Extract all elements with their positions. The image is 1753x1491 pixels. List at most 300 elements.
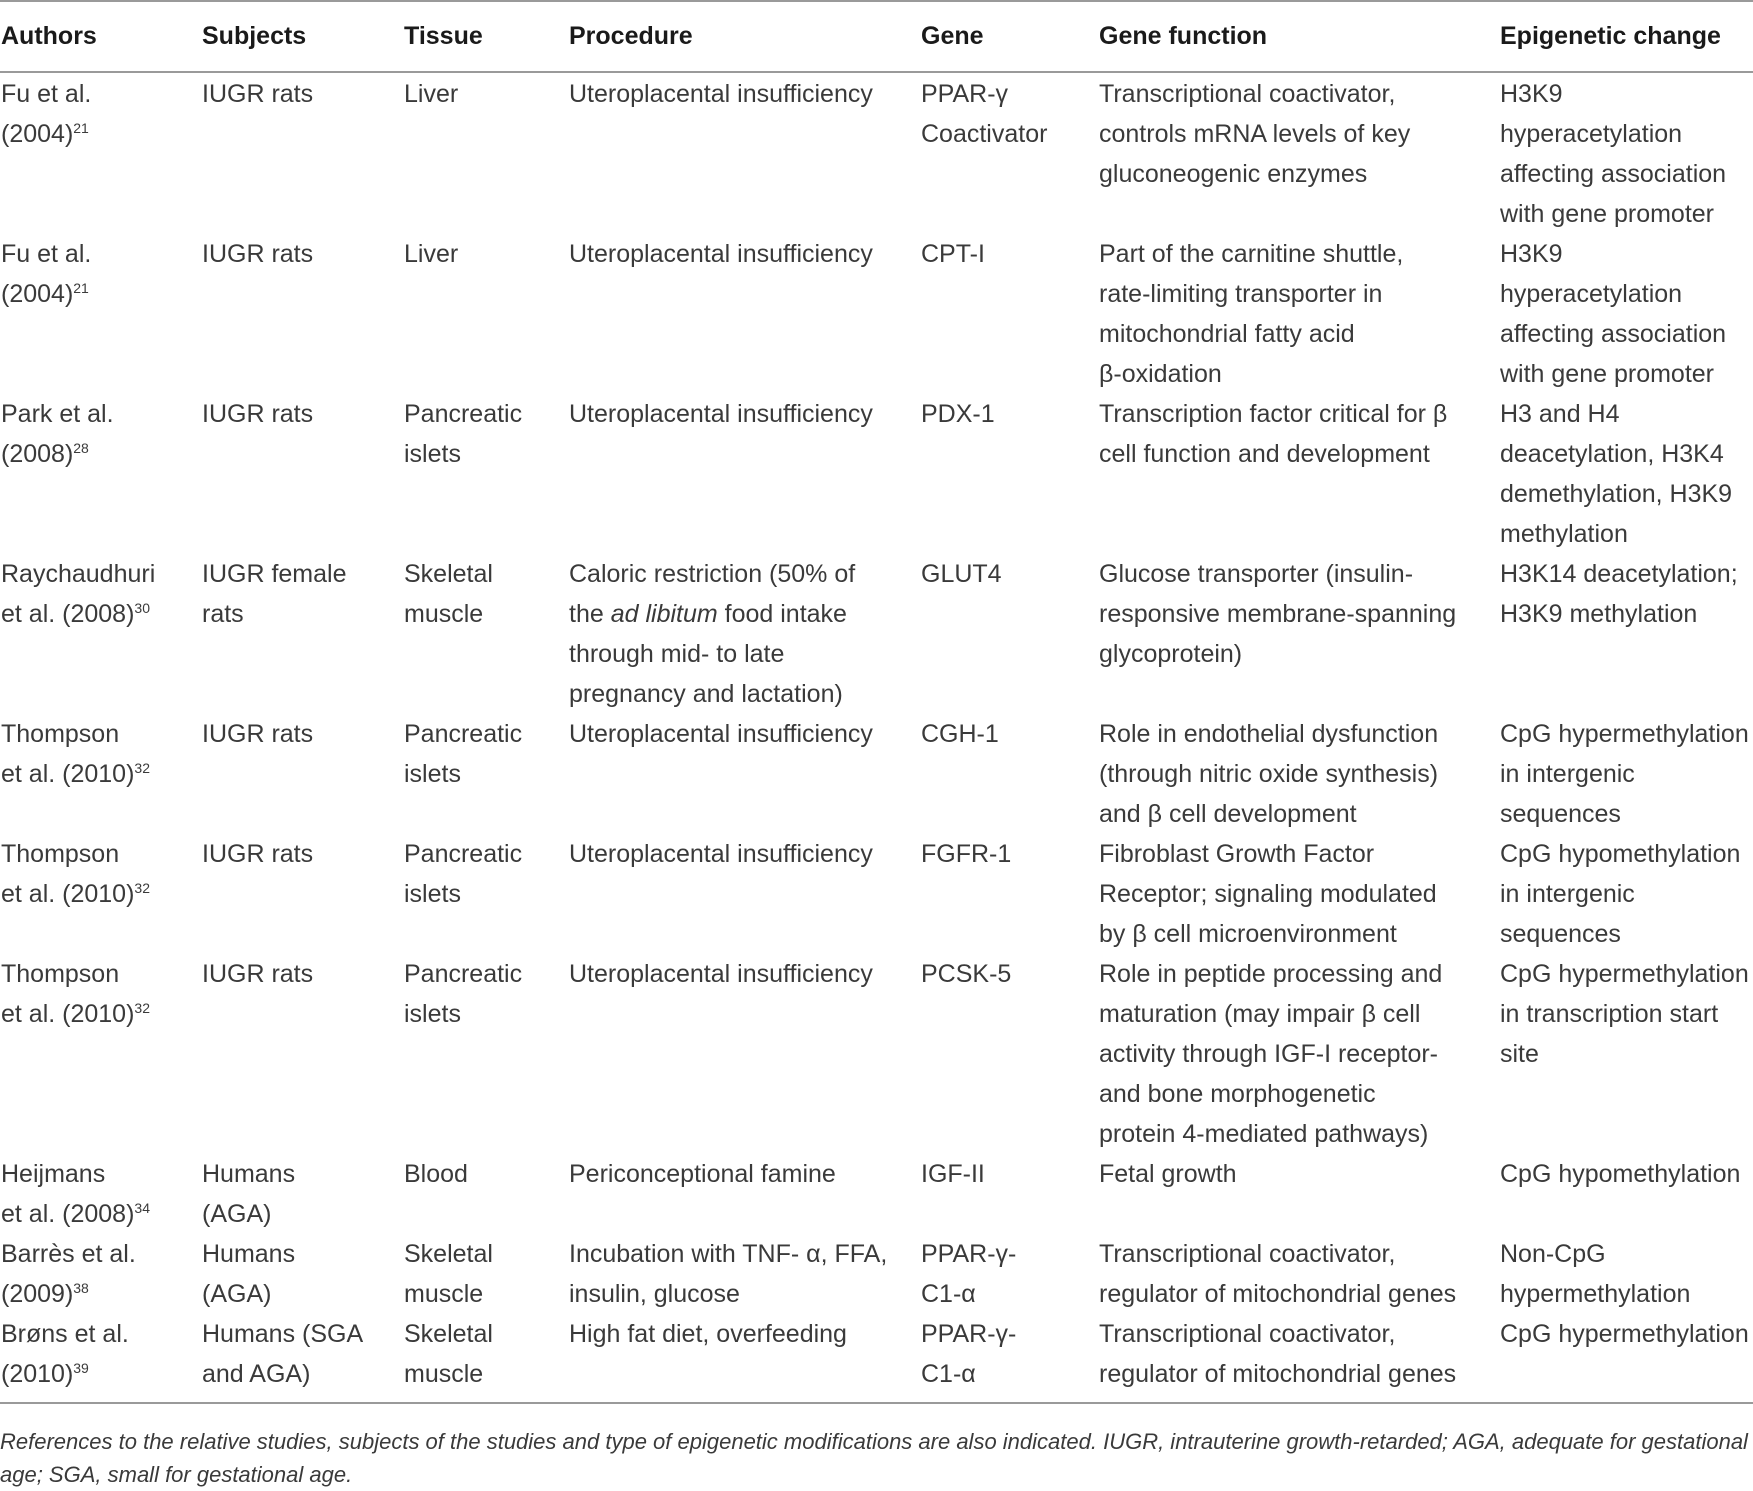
cell-line	[1, 114, 201, 154]
authors-cell	[0, 714, 201, 834]
cell-text: PPAR-γ	[921, 80, 1009, 108]
cell-text: rate-limiting transporter in	[1099, 280, 1383, 308]
cell-text: Receptor; signaling modulated	[1099, 880, 1437, 908]
cell-line	[404, 74, 568, 114]
cell-text: Skeletal	[404, 1320, 493, 1348]
cell-line	[1500, 1154, 1753, 1194]
cell-text: Skeletal	[404, 560, 493, 588]
cell-line	[1099, 714, 1499, 754]
cell-line	[202, 1194, 403, 1234]
cell-line	[921, 1274, 1098, 1314]
cell-line	[1099, 594, 1499, 634]
cell-text: glycoprotein)	[1099, 640, 1243, 668]
cell-text: CpG hypermethylation	[1500, 960, 1749, 988]
cell-line	[1099, 274, 1499, 314]
reference-number: 28	[73, 440, 89, 456]
epigenetic-change-cell	[1499, 72, 1753, 234]
cell-text: H3K9	[1500, 240, 1563, 268]
cell-line	[569, 594, 920, 634]
cell-text: IUGR rats	[202, 960, 314, 988]
tissue-cell	[403, 554, 568, 714]
table-row	[0, 1234, 1753, 1314]
authors-cell	[0, 834, 201, 954]
cell-text: Transcriptional coactivator,	[1099, 1320, 1396, 1348]
cell-line	[202, 74, 403, 114]
cell-line	[1, 874, 201, 914]
subjects-cell	[201, 1234, 403, 1314]
cell-text: Raychaudhuri	[1, 560, 156, 588]
authors-cell	[0, 1234, 201, 1314]
cell-text: regulator of mitochondrial genes	[1099, 1360, 1457, 1388]
header-authors: Authors	[0, 1, 201, 72]
cell-text: PPAR-γ-	[921, 1320, 1017, 1348]
procedure-cell	[568, 1234, 920, 1314]
gene-function-cell	[1098, 234, 1499, 394]
cell-line	[1500, 1314, 1753, 1354]
tissue-cell	[403, 1314, 568, 1403]
header-row	[0, 1, 1753, 72]
cell-line	[1500, 914, 1753, 954]
cell-text: Heijmans	[1, 1160, 106, 1188]
cell-text: H3K9	[1500, 80, 1563, 108]
cell-text: Non-CpG	[1500, 1240, 1606, 1268]
gene-function-cell	[1098, 1314, 1499, 1403]
cell-line	[1099, 954, 1499, 994]
cell-text: Uteroplacental insufficiency	[569, 840, 873, 868]
cell-line	[1, 754, 201, 794]
cell-text: with gene promoter	[1500, 200, 1715, 228]
cell-text: and β cell development	[1099, 800, 1357, 828]
cell-line	[1099, 114, 1499, 154]
subjects-cell	[201, 1154, 403, 1234]
cell-line	[921, 234, 1098, 274]
gene-cell	[920, 714, 1098, 834]
cell-line	[921, 554, 1098, 594]
cell-text: PCSK-5	[921, 960, 1012, 988]
cell-text: CPT-I	[921, 240, 985, 268]
cell-text: hypermethylation	[1500, 1280, 1691, 1308]
cell-text: Humans	[202, 1240, 296, 1268]
tissue-cell	[403, 1154, 568, 1234]
gene-cell	[920, 1234, 1098, 1314]
cell-line	[1099, 1034, 1499, 1074]
cell-text: Barrès et al.	[1, 1240, 136, 1268]
cell-text: Fetal growth	[1099, 1160, 1237, 1188]
cell-text: High fat diet, overfeeding	[569, 1320, 847, 1348]
cell-line	[569, 634, 920, 674]
epigenetic-change-cell	[1499, 834, 1753, 954]
cell-line	[1500, 794, 1753, 834]
gene-function-cell	[1098, 1234, 1499, 1314]
header-subjects: Subjects	[201, 1, 403, 72]
cell-text: FGFR-1	[921, 840, 1012, 868]
cell-line	[1, 234, 201, 274]
cell-line	[1099, 874, 1499, 914]
subjects-cell	[201, 714, 403, 834]
cell-text: Transcriptional coactivator,	[1099, 80, 1396, 108]
authors-cell	[0, 234, 201, 394]
cell-text: (AGA)	[202, 1200, 272, 1228]
cell-line	[569, 714, 920, 754]
gene-cell	[920, 234, 1098, 394]
cell-line	[1, 994, 201, 1034]
cell-line	[1099, 634, 1499, 674]
cell-line	[404, 594, 568, 634]
cell-line	[404, 1314, 568, 1354]
cell-line	[1500, 434, 1753, 474]
cell-line	[1099, 434, 1499, 474]
gene-cell	[920, 394, 1098, 554]
authors-cell	[0, 554, 201, 714]
cell-line	[1099, 914, 1499, 954]
cell-text: IUGR female	[202, 560, 347, 588]
table-row	[0, 954, 1753, 1154]
epigenetic-change-cell	[1499, 554, 1753, 714]
cell-line	[921, 954, 1098, 994]
cell-line	[1500, 114, 1753, 154]
cell-text: CpG hypomethylation	[1500, 1160, 1741, 1188]
cell-text: maturation (may impair β cell	[1099, 1000, 1421, 1028]
reference-number: 38	[73, 1280, 89, 1296]
cell-line	[202, 1274, 403, 1314]
cell-line	[1099, 354, 1499, 394]
cell-line	[921, 394, 1098, 434]
gene-function-cell	[1098, 394, 1499, 554]
cell-text: in intergenic	[1500, 880, 1635, 908]
cell-text: Park et al.	[1, 400, 114, 428]
cell-line	[1099, 994, 1499, 1034]
cell-line	[1, 274, 201, 314]
cell-text: Part of the carnitine shuttle,	[1099, 240, 1404, 268]
cell-line	[569, 1274, 920, 1314]
gene-function-cell	[1098, 1154, 1499, 1234]
subjects-cell	[201, 834, 403, 954]
cell-text: rats	[202, 600, 244, 628]
cell-line	[1099, 794, 1499, 834]
cell-text: H3K14 deacetylation;	[1500, 560, 1738, 588]
tissue-cell	[403, 234, 568, 394]
reference-number: 21	[73, 120, 89, 136]
cell-text: IGF-II	[921, 1160, 985, 1188]
subjects-cell	[201, 394, 403, 554]
cell-text: (2009)	[1, 1280, 74, 1308]
cell-text: Periconceptional famine	[569, 1160, 836, 1188]
cell-text: IUGR rats	[202, 80, 314, 108]
cell-line	[1099, 1074, 1499, 1114]
epigenetic-change-cell	[1499, 1154, 1753, 1234]
cell-text: (through nitric oxide synthesis)	[1099, 760, 1439, 788]
cell-line	[921, 1234, 1098, 1274]
procedure-cell	[568, 954, 920, 1154]
cell-line	[1099, 1274, 1499, 1314]
gene-cell	[920, 834, 1098, 954]
cell-text: islets	[404, 760, 461, 788]
cell-text: Uteroplacental insufficiency	[569, 240, 873, 268]
reference-number: 21	[73, 280, 89, 296]
procedure-cell	[568, 234, 920, 394]
table-row	[0, 72, 1753, 234]
cell-text: affecting association	[1500, 160, 1727, 188]
procedure-cell	[568, 394, 920, 554]
cell-line	[1500, 274, 1753, 314]
cell-line	[404, 874, 568, 914]
authors-cell	[0, 394, 201, 554]
cell-text: CpG hypomethylation	[1500, 840, 1741, 868]
cell-line	[1500, 234, 1753, 274]
cell-text: responsive membrane-spanning	[1099, 600, 1457, 628]
subjects-cell	[201, 72, 403, 234]
procedure-cell	[568, 1314, 920, 1403]
gene-cell	[920, 1154, 1098, 1234]
cell-line	[569, 674, 920, 714]
cell-line	[1500, 714, 1753, 754]
cell-line	[1099, 1154, 1499, 1194]
cell-line	[1, 1314, 201, 1354]
cell-line	[1500, 1034, 1753, 1074]
tissue-cell	[403, 1234, 568, 1314]
cell-text: muscle	[404, 600, 484, 628]
cell-line	[1, 1354, 201, 1394]
cell-line	[1, 1274, 201, 1314]
cell-text: deacetylation, H3K4	[1500, 440, 1724, 468]
cell-line	[1, 434, 201, 474]
cell-text: Fu et al.	[1, 80, 92, 108]
cell-text: Pancreatic	[404, 960, 523, 988]
cell-text: controls mRNA levels of key	[1099, 120, 1411, 148]
cell-text: demethylation, H3K9	[1500, 480, 1733, 508]
cell-line	[1, 394, 201, 434]
tissue-cell	[403, 72, 568, 234]
procedure-cell	[568, 554, 920, 714]
cell-text: (2008)	[1, 440, 74, 468]
cell-text: through mid- to late	[569, 640, 785, 668]
cell-line	[1099, 1314, 1499, 1354]
cell-text: Coactivator	[921, 120, 1048, 148]
cell-text: H3 and H4	[1500, 400, 1620, 428]
cell-line	[202, 594, 403, 634]
cell-text: Caloric restriction (50% of	[569, 560, 856, 588]
cell-text: Brøns et al.	[1, 1320, 129, 1348]
cell-line	[569, 834, 920, 874]
cell-line	[921, 74, 1098, 114]
cell-line	[1, 714, 201, 754]
italic-text: ad libitum	[610, 600, 718, 628]
authors-cell	[0, 954, 201, 1154]
cell-line	[202, 234, 403, 274]
cell-text: in transcription start	[1500, 1000, 1719, 1028]
cell-text: Fibroblast Growth Factor	[1099, 840, 1375, 868]
epigenetic-change-cell	[1499, 1314, 1753, 1403]
cell-line	[1099, 834, 1499, 874]
cell-text: Uteroplacental insufficiency	[569, 960, 873, 988]
header-epigenetic-change: Epigenetic change	[1499, 1, 1753, 72]
cell-line	[202, 1234, 403, 1274]
gene-cell	[920, 554, 1098, 714]
cell-line	[404, 1234, 568, 1274]
cell-line	[202, 1154, 403, 1194]
cell-line	[569, 1154, 920, 1194]
cell-line	[1099, 394, 1499, 434]
cell-text: methylation	[1500, 520, 1628, 548]
cell-text: Thompson	[1, 720, 120, 748]
cell-text: sequences	[1500, 920, 1621, 948]
cell-line	[569, 74, 920, 114]
cell-line	[1500, 474, 1753, 514]
cell-text: pregnancy and lactation)	[569, 680, 843, 708]
cell-text: PDX-1	[921, 400, 995, 428]
authors-cell	[0, 72, 201, 234]
cell-line	[202, 714, 403, 754]
cell-line	[404, 554, 568, 594]
table-caption: References to the relative studies, subjects of the studies and type of epigenetic modifications are also indicated. IUGR, intrauterine growth-retarded; AGA, adequate for gestational age; SGA, small for gestational age.	[0, 1429, 1748, 1487]
gene-cell	[920, 1314, 1098, 1403]
cell-line	[569, 234, 920, 274]
cell-text: (AGA)	[202, 1280, 272, 1308]
cell-text: (2004)	[1, 280, 74, 308]
table-row	[0, 1154, 1753, 1234]
cell-text: activity through IGF-I receptor-	[1099, 1040, 1439, 1068]
cell-text: hyperacetylation	[1500, 120, 1683, 148]
cell-text: Pancreatic	[404, 400, 523, 428]
cell-line	[921, 1354, 1098, 1394]
gene-function-cell	[1098, 554, 1499, 714]
cell-line	[1, 74, 201, 114]
cell-text: Liver	[404, 80, 459, 108]
table-body	[0, 72, 1753, 1403]
cell-text: and AGA)	[202, 1360, 311, 1388]
tissue-cell	[403, 834, 568, 954]
cell-line	[202, 954, 403, 994]
cell-text: regulator of mitochondrial genes	[1099, 1280, 1457, 1308]
cell-text: Transcriptional coactivator,	[1099, 1240, 1396, 1268]
cell-line	[404, 394, 568, 434]
cell-text: Thompson	[1, 840, 120, 868]
reference-number: 34	[134, 1200, 150, 1216]
cell-text: affecting association	[1500, 320, 1727, 348]
cell-line	[1500, 314, 1753, 354]
gene-cell	[920, 954, 1098, 1154]
cell-text: sequences	[1500, 800, 1621, 828]
cell-text: Transcription factor critical for β	[1099, 400, 1448, 428]
cell-line	[1500, 874, 1753, 914]
authors-cell	[0, 1154, 201, 1234]
cell-text: in intergenic	[1500, 760, 1635, 788]
cell-text: CpG hypermethylation	[1500, 1320, 1749, 1348]
cell-text: (2010)	[1, 1360, 74, 1388]
cell-line	[1099, 314, 1499, 354]
cell-text: C1-α	[921, 1360, 976, 1388]
cell-text: insulin, glucose	[569, 1280, 740, 1308]
cell-line	[404, 834, 568, 874]
reference-number: 32	[134, 760, 150, 776]
cell-text: Humans	[202, 1160, 296, 1188]
table-row	[0, 554, 1753, 714]
cell-line	[1099, 154, 1499, 194]
cell-line	[1099, 1354, 1499, 1394]
cell-line	[1500, 74, 1753, 114]
cell-line	[569, 394, 920, 434]
cell-line	[1500, 354, 1753, 394]
subjects-cell	[201, 1314, 403, 1403]
cell-line	[404, 714, 568, 754]
cell-text: site	[1500, 1040, 1539, 1068]
cell-text: PPAR-γ-	[921, 1240, 1017, 1268]
cell-text: et al. (2010)	[1, 1000, 135, 1028]
cell-line	[921, 1154, 1098, 1194]
epigenetic-change-cell	[1499, 394, 1753, 554]
authors-cell	[0, 1314, 201, 1403]
cell-line	[1500, 954, 1753, 994]
cell-text: by β cell microenvironment	[1099, 920, 1397, 948]
cell-line	[1, 1154, 201, 1194]
cell-text: Fu et al.	[1, 240, 92, 268]
cell-line	[569, 1314, 920, 1354]
table-row	[0, 394, 1753, 554]
procedure-cell	[568, 834, 920, 954]
cell-text: et al. (2010)	[1, 760, 135, 788]
cell-line	[1099, 1114, 1499, 1154]
cell-text: gluconeogenic enzymes	[1099, 160, 1368, 188]
cell-line	[1099, 554, 1499, 594]
procedure-cell	[568, 72, 920, 234]
cell-line	[1500, 754, 1753, 794]
cell-line	[1500, 154, 1753, 194]
cell-text: islets	[404, 880, 461, 908]
cell-line	[404, 1354, 568, 1394]
cell-line	[202, 1314, 403, 1354]
cell-line	[1500, 1274, 1753, 1314]
cell-text: islets	[404, 440, 461, 468]
cell-text: CpG hypermethylation	[1500, 720, 1749, 748]
cell-line	[569, 554, 920, 594]
epigenetic-change-cell	[1499, 234, 1753, 394]
cell-text: Role in peptide processing and	[1099, 960, 1443, 988]
cell-text: protein 4-mediated pathways)	[1099, 1120, 1429, 1148]
cell-line	[202, 554, 403, 594]
gene-function-cell	[1098, 954, 1499, 1154]
cell-line	[404, 994, 568, 1034]
cell-line	[404, 1274, 568, 1314]
cell-text: H3K9 methylation	[1500, 600, 1698, 628]
cell-line	[1500, 554, 1753, 594]
cell-text: et al. (2010)	[1, 880, 135, 908]
subjects-cell	[201, 554, 403, 714]
table-row	[0, 714, 1753, 834]
cell-line	[1099, 754, 1499, 794]
cell-text: and bone morphogenetic	[1099, 1080, 1376, 1108]
cell-line	[569, 1234, 920, 1274]
cell-line	[1, 594, 201, 634]
cell-line	[1500, 194, 1753, 234]
cell-line	[1500, 394, 1753, 434]
cell-text: Role in endothelial dysfunction	[1099, 720, 1439, 748]
cell-text: Blood	[404, 1160, 468, 1188]
epigenetic-change-cell	[1499, 954, 1753, 1154]
cell-text: Uteroplacental insufficiency	[569, 400, 873, 428]
table-row	[0, 1314, 1753, 1403]
cell-text: Liver	[404, 240, 459, 268]
cell-line	[404, 1154, 568, 1194]
header-tissue: Tissue	[403, 1, 568, 72]
cell-text: Uteroplacental insufficiency	[569, 80, 873, 108]
cell-text: et al. (2008)	[1, 1200, 135, 1228]
cell-text: Skeletal	[404, 1240, 493, 1268]
reference-number: 39	[73, 1360, 89, 1376]
cell-line	[1, 1234, 201, 1274]
subjects-cell	[201, 954, 403, 1154]
tissue-cell	[403, 714, 568, 834]
cell-text: GLUT4	[921, 560, 1002, 588]
